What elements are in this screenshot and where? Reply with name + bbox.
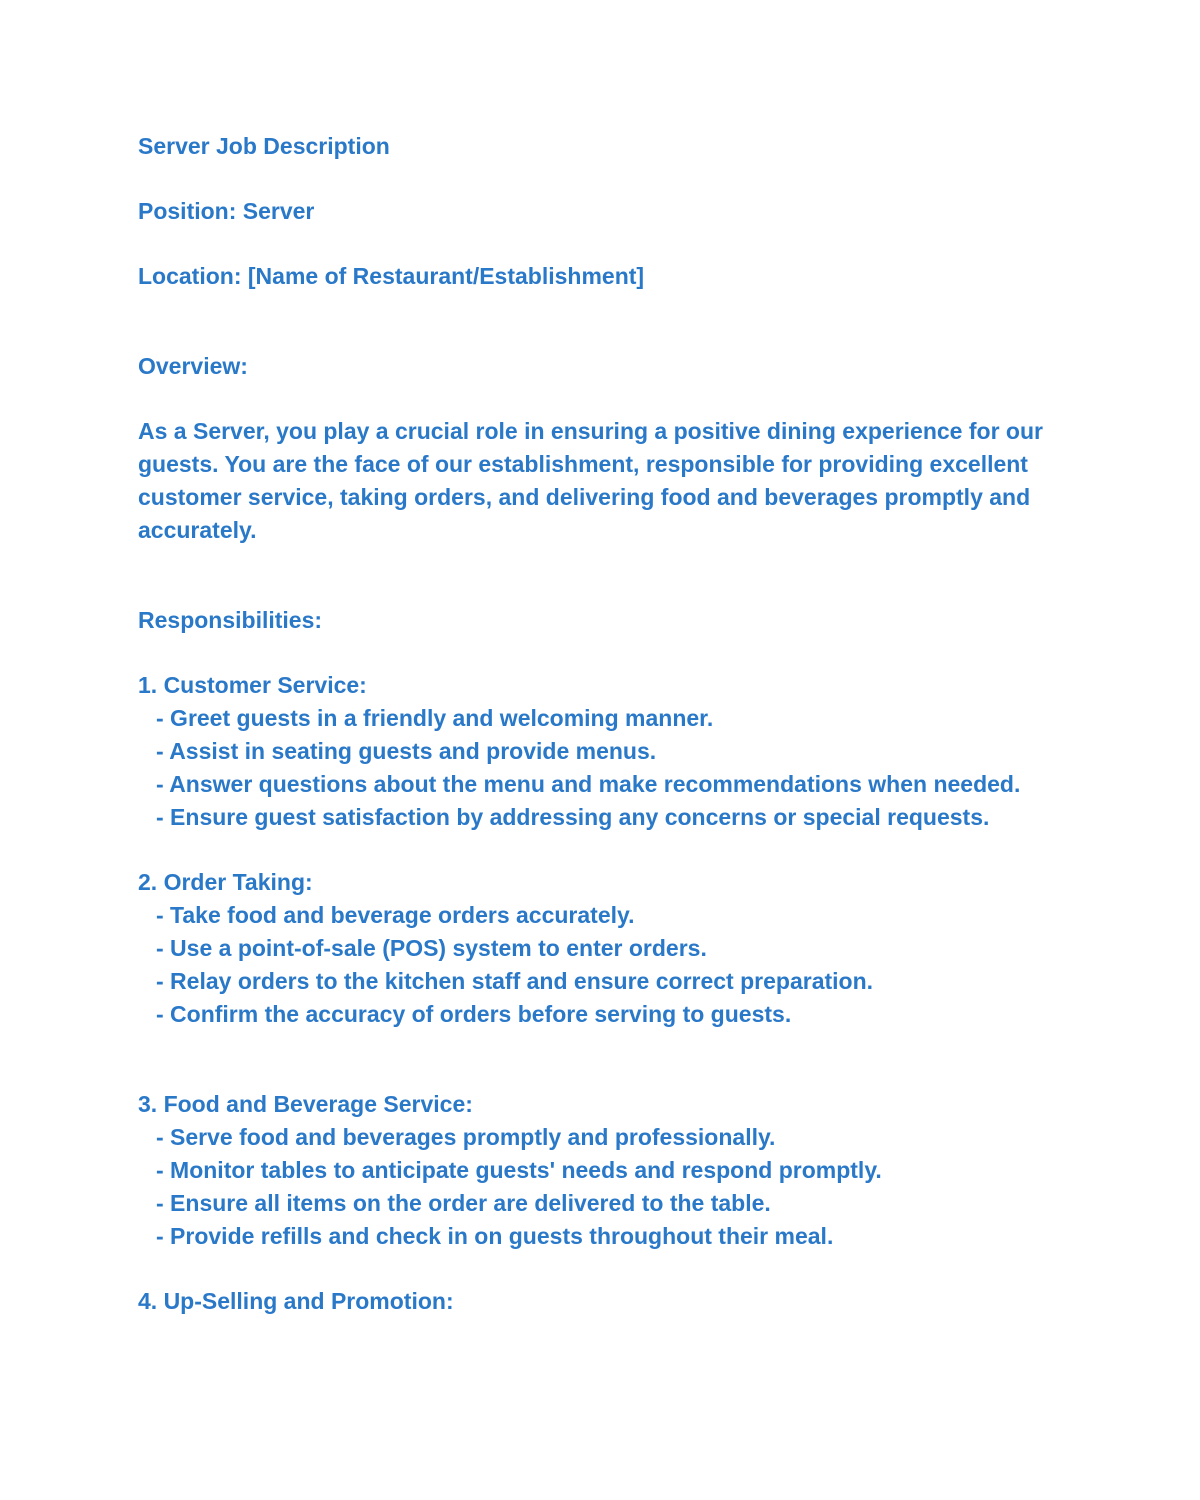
document-title: Server Job Description bbox=[138, 133, 390, 159]
section-up-selling-promotion bbox=[138, 1285, 1058, 1318]
overview-paragraph: As a Server, you play a crucial role in ensuring a positive dining experience for our guests. You are the face of our establishment, responsible for providing excellent customer service, taking orders, and delivering food and beverages promptly and accurately. bbox=[138, 418, 1043, 543]
list-item: - Answer questions about the menu and make recommendations when needed. bbox=[156, 771, 1021, 797]
section-heading: 3. Food and Beverage Service: bbox=[138, 1091, 473, 1117]
section-heading: 1. Customer Service: bbox=[138, 672, 367, 698]
list-item: - Greet guests in a friendly and welcoming manner. bbox=[156, 705, 714, 731]
list-item: - Use a point-of-sale (POS) system to enter orders. bbox=[156, 935, 707, 961]
list-item: - Relay orders to the kitchen staff and ensure correct preparation. bbox=[156, 968, 874, 994]
responsibilities-heading: Responsibilities: bbox=[138, 607, 323, 633]
section-heading: 2. Order Taking: bbox=[138, 869, 313, 895]
section-customer-service bbox=[138, 669, 1058, 834]
position-line: Position: Server bbox=[138, 198, 315, 224]
document-page bbox=[138, 130, 1058, 1350]
list-item: - Confirm the accuracy of orders before serving to guests. bbox=[156, 1001, 792, 1027]
list-item: - Provide refills and check in on guests throughout their meal. bbox=[156, 1223, 834, 1249]
section-heading: 4. Up-Selling and Promotion: bbox=[138, 1288, 454, 1314]
overview-heading: Overview: bbox=[138, 353, 248, 379]
list-item: - Ensure guest satisfaction by addressing any concerns or special requests. bbox=[156, 804, 990, 830]
list-item: - Serve food and beverages promptly and professionally. bbox=[156, 1124, 776, 1150]
list-item: - Take food and beverage orders accurately. bbox=[156, 902, 635, 928]
list-item: - Monitor tables to anticipate guests' needs and respond promptly. bbox=[156, 1157, 882, 1183]
section-food-beverage-service bbox=[138, 1088, 1058, 1253]
section-order-taking bbox=[138, 866, 1058, 1031]
list-item: - Ensure all items on the order are delivered to the table. bbox=[156, 1190, 771, 1216]
list-item: - Assist in seating guests and provide menus. bbox=[156, 738, 657, 764]
location-line: Location: [Name of Restaurant/Establishment] bbox=[138, 263, 645, 289]
